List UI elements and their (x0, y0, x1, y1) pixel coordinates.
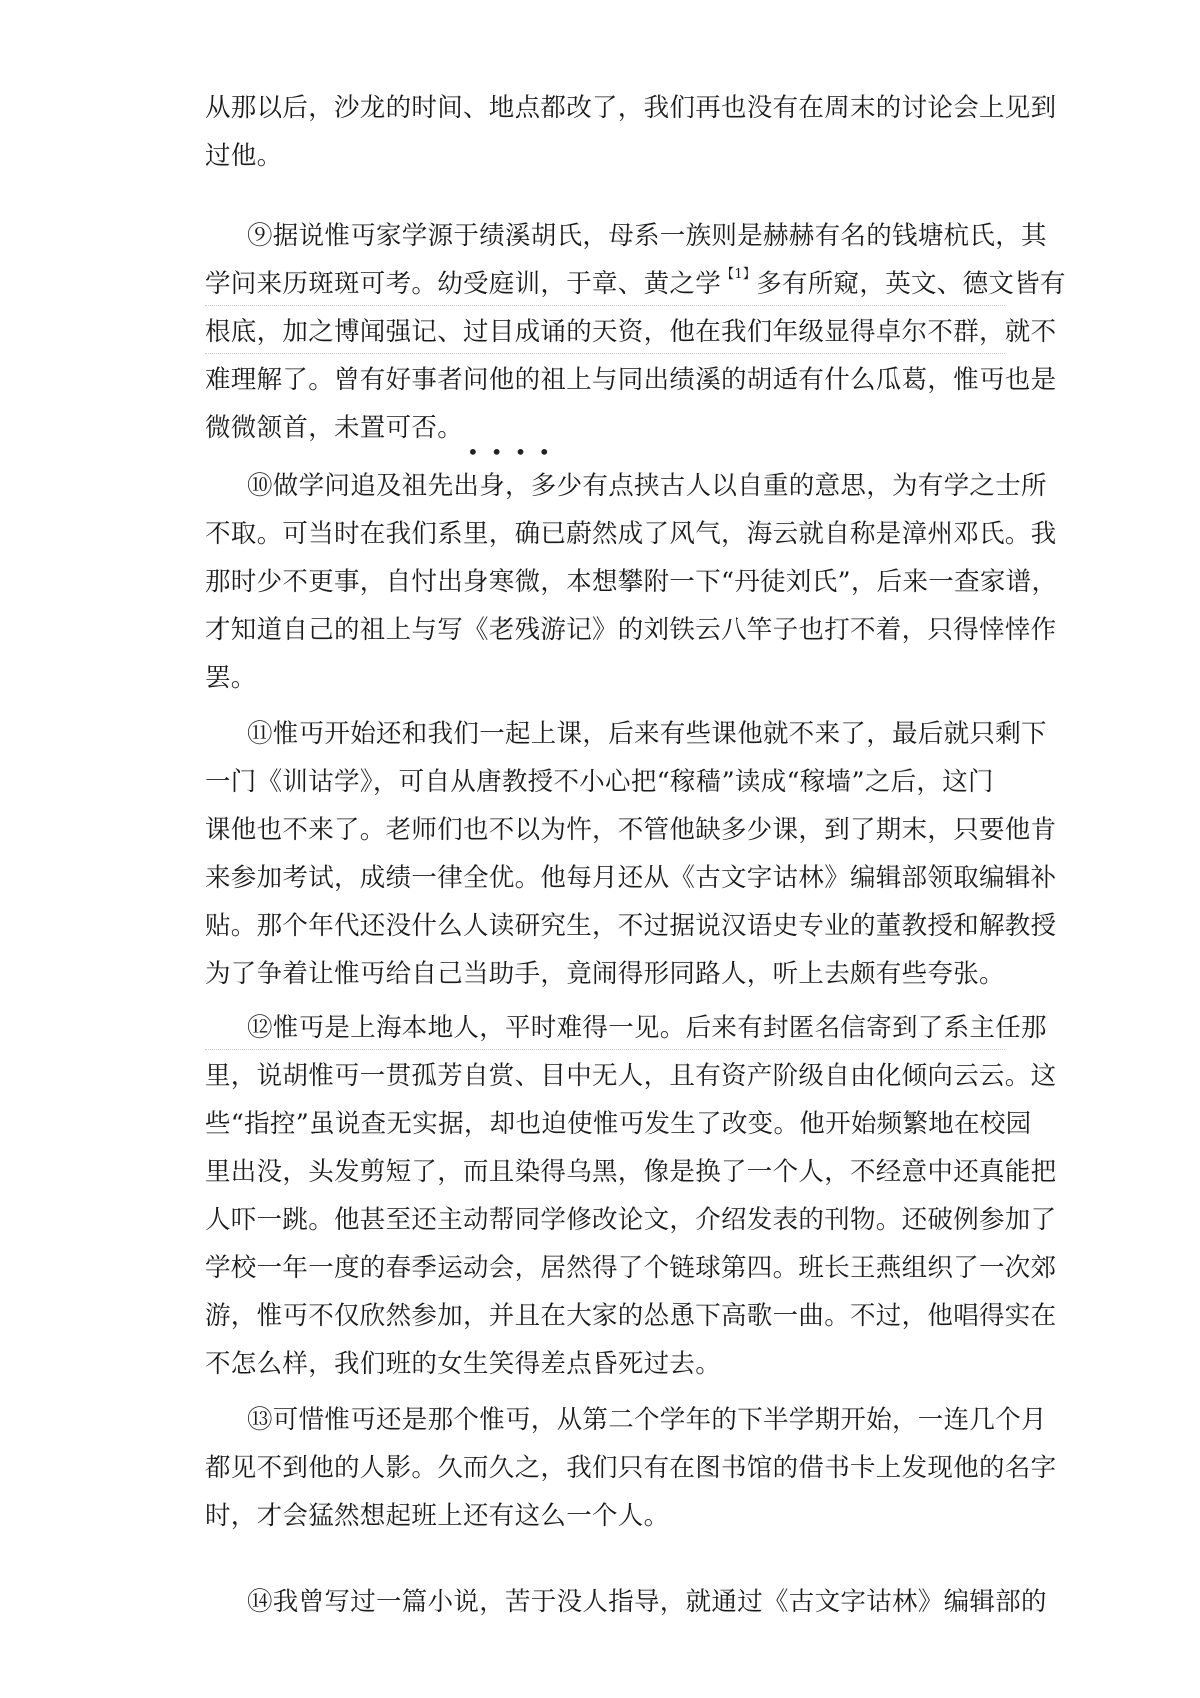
text-line: 时，才会猛然想起班上还有这么一个人。 (205, 1501, 670, 1531)
text-line: 都见不到他的人影。久而久之，我们只有在图书馆的借书卡上发现他的名字 (205, 1453, 1057, 1483)
text-line: 罢。 (205, 663, 257, 693)
paragraph-10 (205, 462, 1058, 702)
paragraph-11 (205, 710, 1057, 998)
paragraph-14 (205, 1578, 1047, 1626)
text-fragment: 微微颔首，未置可否。 (205, 413, 464, 443)
paragraph-9 (205, 212, 1066, 464)
text-line: 些“指控”虽说查无实据，却也迫使惟丏发生了改变。他开始频繁地在校园 (205, 1109, 1032, 1139)
text-fragment: 学问来历斑斑可考。幼受庭训，于章、黄之学 (205, 269, 722, 299)
text-line: ⑨据说惟丏家学源于绩溪胡氏，母系一族则是赫赫有名的钱塘杭氏，其 (247, 221, 1047, 251)
text-fragment: 多有所窥，英文、德文皆有 (756, 269, 1066, 299)
text-line: 人吓一跳。他甚至还主动帮同学修改论文，介绍发表的刊物。还破例参加了 (205, 1205, 1057, 1235)
text-line: 那时少不更事，自忖出身寒微，本想攀附一下“丹徒刘氏”，后来一查家谱， (205, 567, 1058, 597)
text-line: 才知道自己的祖上与写《老残游记》的刘铁云八竿子也打不着，只得悻悻作 (205, 615, 1057, 645)
text-line: ⑭我曾写过一篇小说，苦于没人指导，就通过《古文字诂林》编辑部的 (247, 1587, 1047, 1617)
text-line: 里出没，头发剪短了，而且染得乌黑，像是换了一个人，不经意中还真能把 (205, 1157, 1057, 1187)
text-line-with-note (205, 260, 1066, 308)
text-line: 学校一年一度的春季运动会，居然得了个链球第四。班长王燕组织了一次郊 (205, 1253, 1057, 1283)
text-line: ⑫惟丏是上海本地人，平时难得一见。后来有封匿名信寄到了系主任那 (205, 1004, 1005, 1052)
text-line: 过他。 (205, 141, 283, 171)
text-line: 游，惟丏不仅欣然参加，并且在大家的怂恿下高歌一曲。不过，他唱得实在 (205, 1301, 1057, 1331)
text-line: 不怎么样，我们班的女生笑得差点昏死过去。 (205, 1349, 722, 1379)
footnote-marker: 【1】 (721, 267, 757, 282)
text-line: 为了争着让惟丏给自己当助手，竟闹得形同路人，听上去颇有些夸张。 (205, 959, 1005, 989)
emphasis-dots: •••• (467, 440, 563, 464)
text-line: ⑩做学问追及祖先出身，多少有点挟古人以自重的意思，为有学之士所 (247, 471, 1047, 501)
text-line: 难理解了。曾有好事者问他的祖上与同出绩溪的胡适有什么瓜葛，惟丏也是 (205, 365, 1057, 395)
paragraph-continuation (205, 84, 1057, 180)
text-line: 贴。那个年代还没什么人读研究生，不过据说汉语史专业的董教授和解教授 (205, 911, 1057, 941)
text-line: 课他也不来了。老师们也不以为忤，不管他缺多少课，到了期末，只要他肯 (205, 815, 1057, 845)
text-line: 来参加考试，成绩一律全优。他每月还从《古文字诂林》编辑部领取编辑补 (205, 863, 1057, 893)
text-line: 从那以后，沙龙的时间、地点都改了，我们再也没有在周末的讨论会上见到 (205, 93, 1057, 123)
text-line: ⑬可惜惟丏还是那个惟丏，从第二个学年的下半学期开始，一连几个月 (247, 1405, 1047, 1435)
text-line: 里，说胡惟丏一贯孤芳自赏、目中无人，且有资产阶级自由化倾向云云。这 (205, 1061, 1057, 1091)
text-line: ⑪惟丏开始还和我们一起上课，后来有些课他就不来了，最后就只剩下 (247, 719, 1047, 749)
text-line: 根底，加之博闻强记、过目成诵的天资，他在我们年级显得卓尔不群，就不 (205, 308, 1005, 356)
text-line: 不取。可当时在我们系里，确已蔚然成了风气，海云就自称是漳州邓氏。我 (205, 519, 1057, 549)
text-line (205, 404, 1005, 464)
paragraph-13 (205, 1396, 1057, 1540)
paragraph-12 (205, 1004, 1057, 1388)
text-line: 一门《训诂学》，可自从唐教授不小心把“稼穑”读成“稼墙”之后，这门 (205, 767, 994, 797)
